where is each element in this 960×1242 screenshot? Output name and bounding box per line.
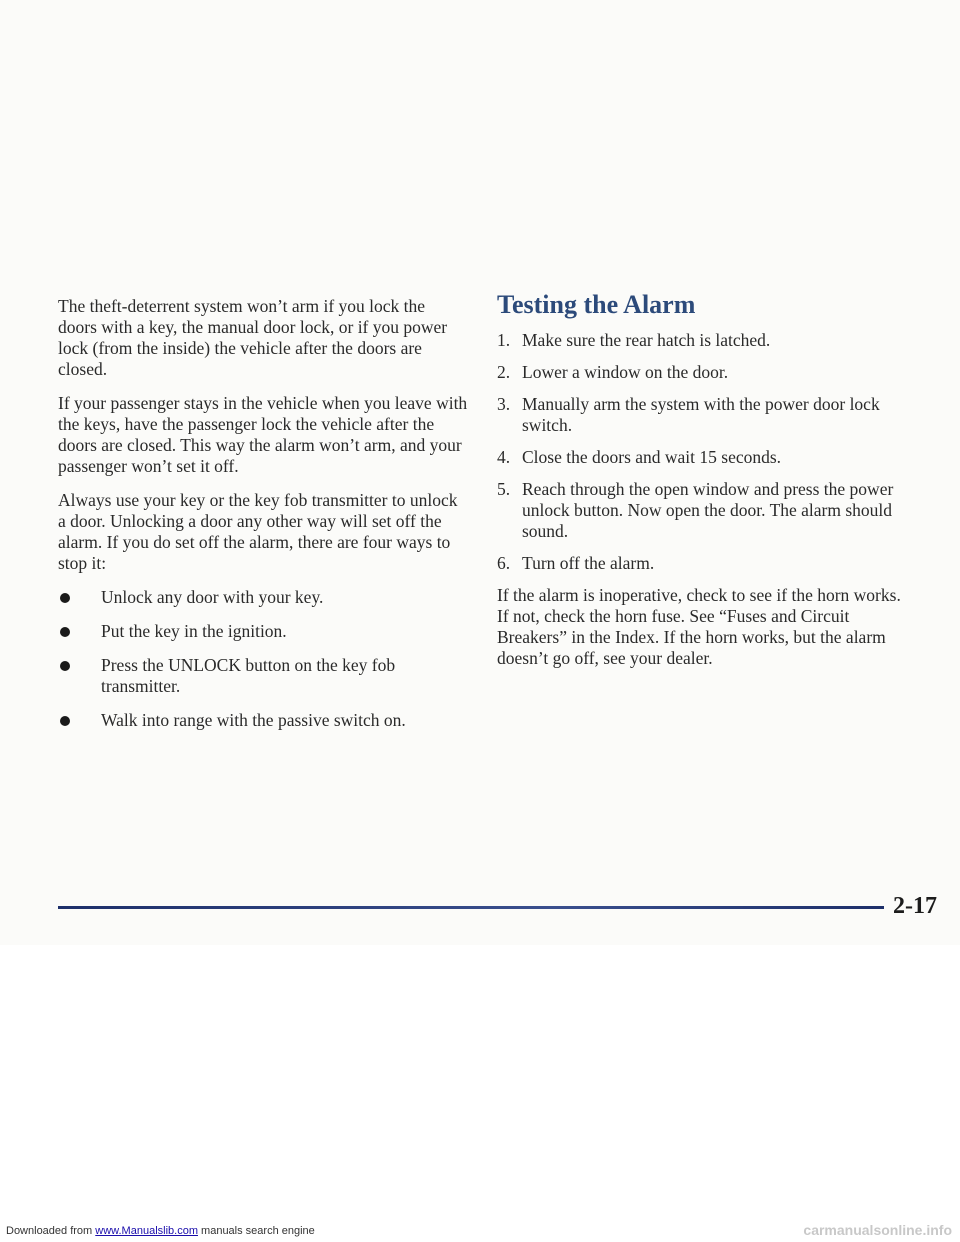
list-item — [58, 710, 468, 731]
step-number: 4. — [497, 447, 511, 467]
test-steps-list — [497, 330, 907, 574]
right-column — [497, 290, 907, 682]
watermark: carmanualsonline.info — [803, 1222, 952, 1238]
step-number: 2. — [497, 362, 511, 382]
step-item — [497, 553, 907, 574]
left-column — [58, 296, 468, 744]
download-footer — [6, 1225, 315, 1237]
step-number: 3. — [497, 394, 511, 414]
step-text: Turn off the alarm. — [522, 553, 655, 573]
bullet-icon — [60, 593, 70, 603]
list-item-text: Press the UNLOCK button on the key fob transmitter. — [101, 655, 396, 696]
step-text: Close the doors and wait 15 seconds. — [522, 447, 782, 467]
step-number: 1. — [497, 330, 511, 350]
step-number: 5. — [497, 479, 511, 499]
step-item — [497, 394, 907, 436]
section-title: Testing the Alarm — [497, 290, 696, 319]
bullet-icon — [60, 716, 70, 726]
step-text: Make sure the rear hatch is latched. — [522, 330, 771, 350]
paragraph-inoperative: If the alarm is inoperative, check to see if the horn works. If not, check the horn fuse. See “Fuses and Circuit Breakers” in the Index. If the horn works, but the alarm doesn’t go off, see your dealer. — [497, 585, 901, 668]
step-text: Lower a window on the door. — [522, 362, 729, 382]
paragraph-stop-alarm: Always use your key or the key fob transmitter to unlock a door. Unlocking a door any other way will set off the alarm. If you do set off the alarm, there are four ways to stop it: — [58, 490, 458, 573]
manualslib-link[interactable]: www.Manualslib.com — [95, 1225, 198, 1237]
paragraph-arming: The theft-deterrent system won’t arm if you lock the doors with a key, the manual door lock, or if you power lock (from the inside) the vehicle after the doors are closed. — [58, 296, 448, 379]
step-item — [497, 362, 907, 383]
stop-alarm-list — [58, 587, 468, 731]
step-number: 6. — [497, 553, 511, 573]
list-item-text: Put the key in the ignition. — [101, 621, 287, 641]
list-item-text: Walk into range with the passive switch on. — [101, 710, 406, 730]
step-item — [497, 447, 907, 468]
page-number: 2-17 — [893, 893, 937, 919]
step-item — [497, 479, 907, 542]
bullet-icon — [60, 661, 70, 671]
footer-rule — [58, 906, 884, 909]
footer-suffix: manuals search engine — [197, 1225, 315, 1237]
step-text: Reach through the open window and press the power unlock button. Now open the door. The alarm should sound. — [522, 479, 894, 541]
step-text: Manually arm the system with the power door lock switch. — [522, 394, 880, 435]
step-item — [497, 330, 907, 351]
bullet-icon — [60, 627, 70, 637]
footer-prefix: Downloaded from — [6, 1225, 96, 1237]
list-item — [58, 621, 468, 642]
list-item — [58, 655, 468, 697]
paragraph-passenger: If your passenger stays in the vehicle when you leave with the keys, have the passenger lock the vehicle after the doors are closed. This way the alarm won’t arm, and your passenger won’t set it off. — [58, 393, 468, 476]
list-item-text: Unlock any door with your key. — [101, 587, 324, 607]
list-item — [58, 587, 468, 608]
